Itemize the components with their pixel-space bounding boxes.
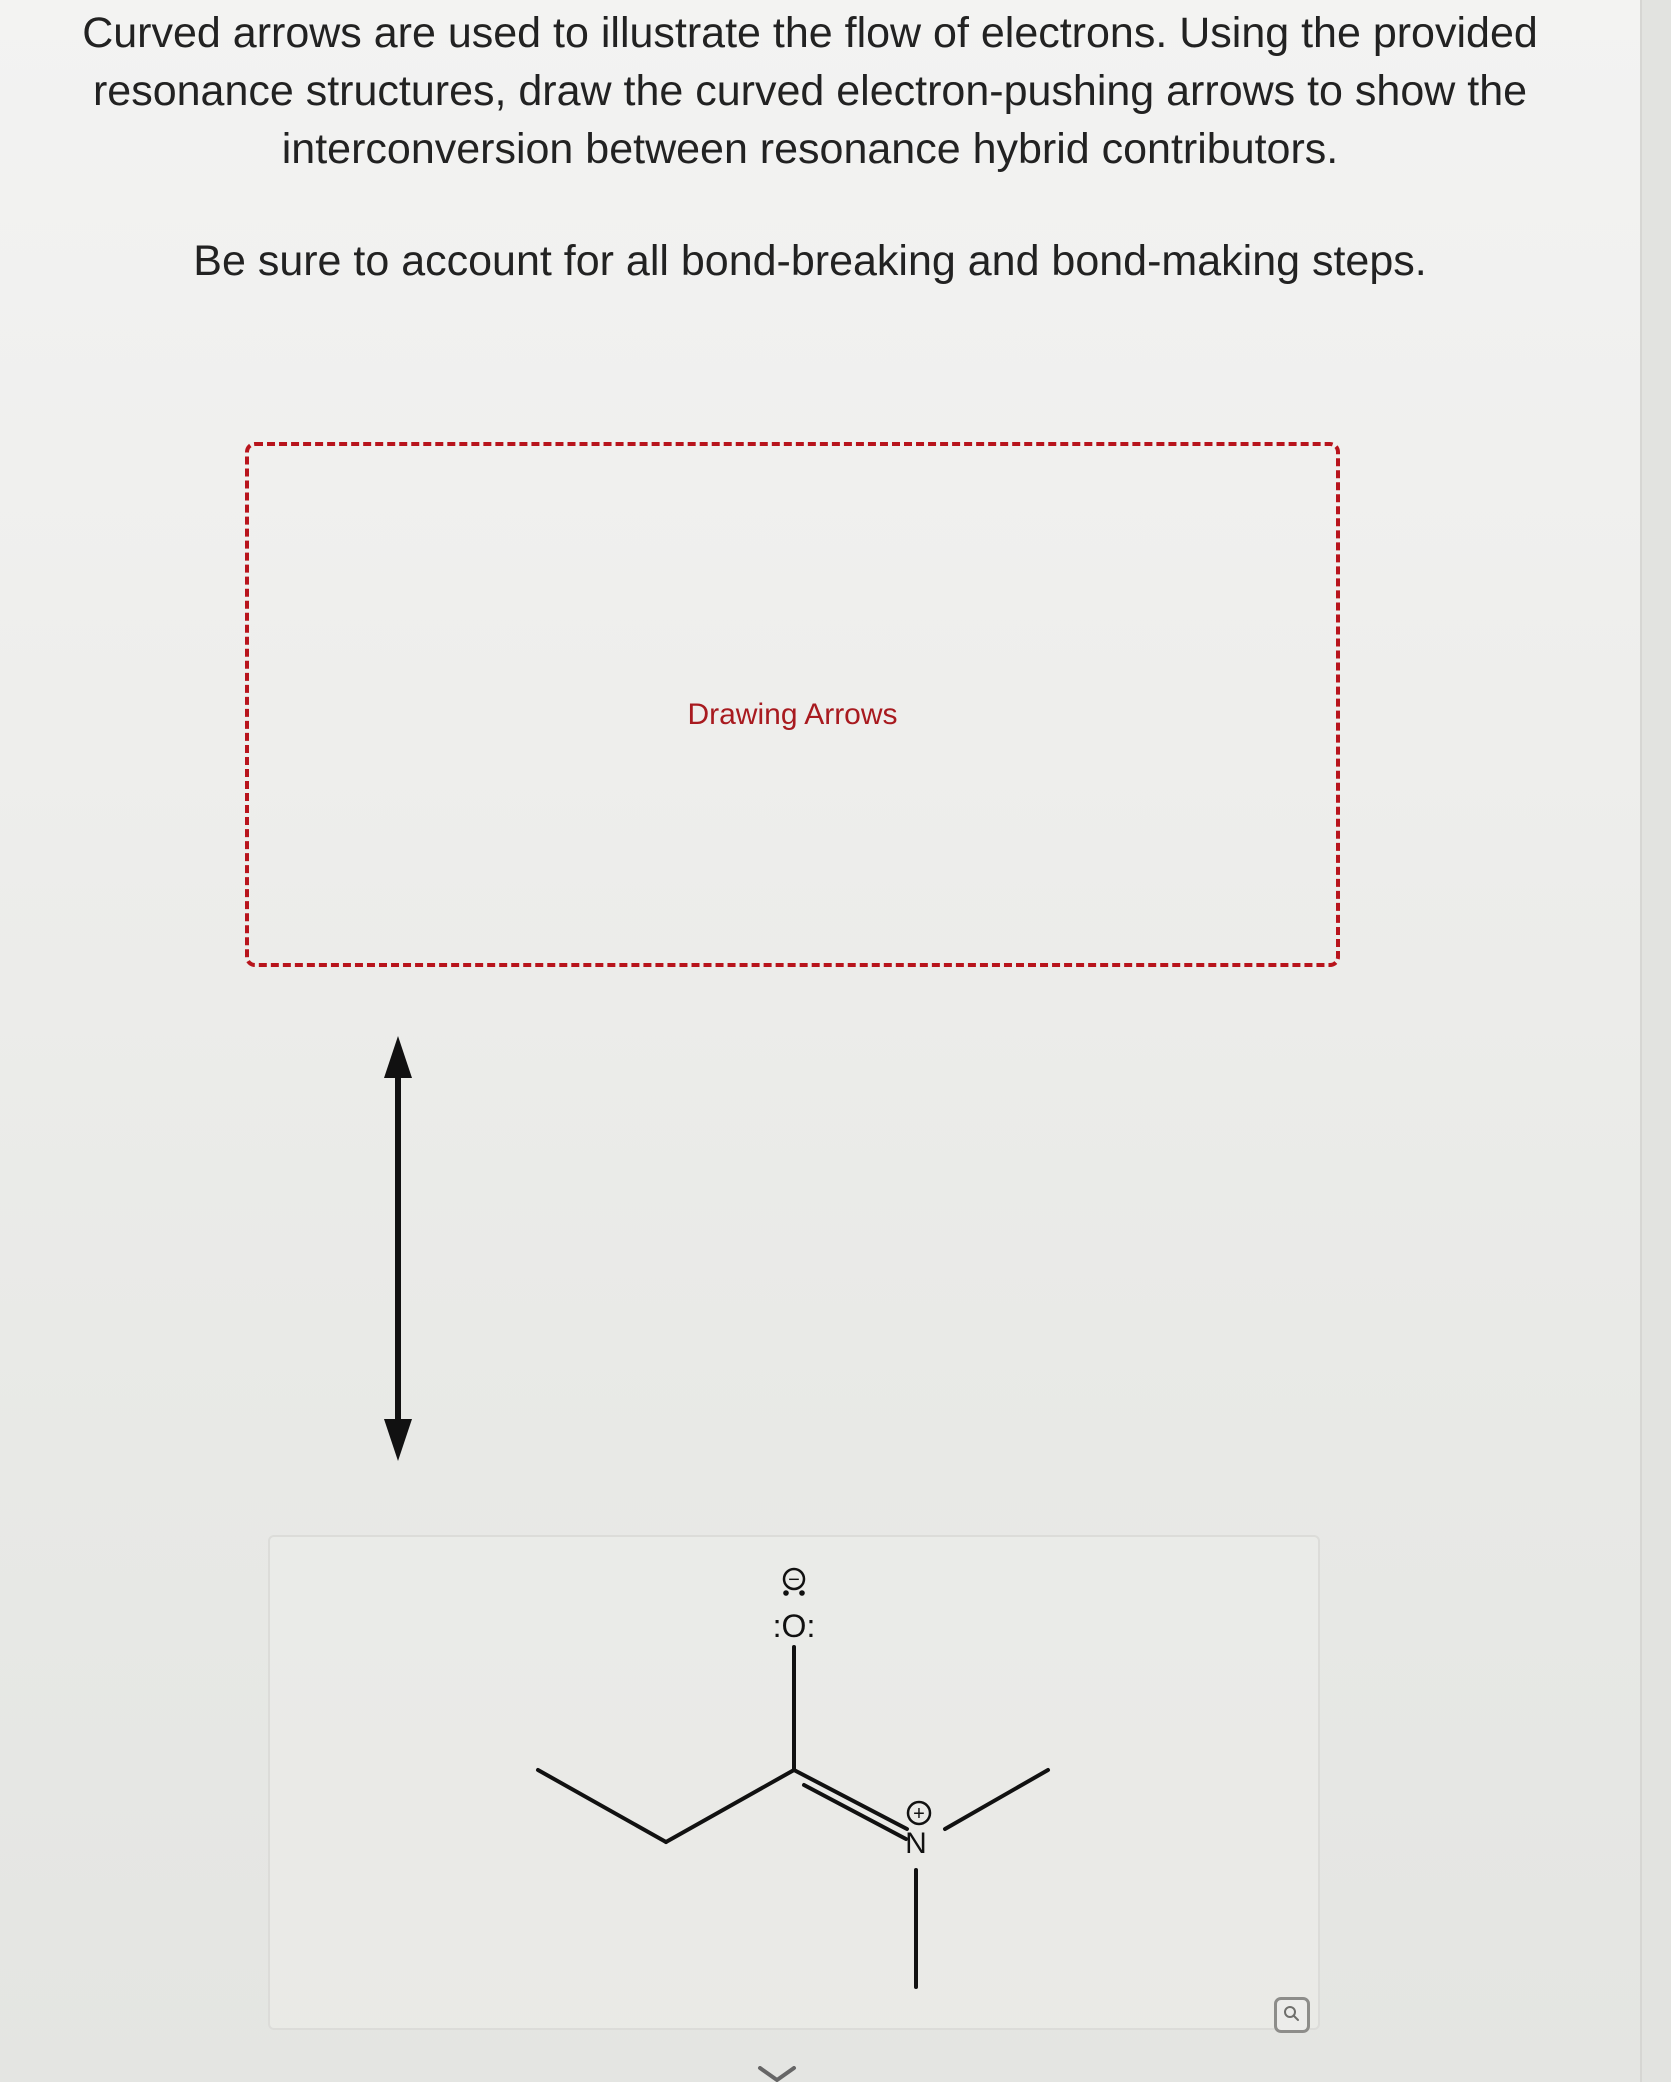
- chevron-down-icon[interactable]: [752, 2066, 802, 2082]
- zoom-button[interactable]: [1274, 1997, 1310, 2033]
- magnifier-icon: [1277, 2000, 1307, 2030]
- question-line-3: interconversion between resonance hybrid contributors.: [281, 125, 1339, 173]
- resonance-arrow-icon: [370, 1036, 426, 1461]
- bond-c-n-double-b: [804, 1785, 906, 1839]
- bond-n-methyl-right: [945, 1770, 1048, 1829]
- bond-ethyl-2: [666, 1770, 794, 1842]
- molecule-structure: [270, 1537, 1322, 2032]
- oxygen-lone-pair-top-left: [783, 1590, 789, 1596]
- nitrogen-atom-label: N: [905, 1827, 927, 1860]
- oxygen-lone-pair-top-right: [799, 1590, 805, 1596]
- bond-c-n-double-a: [794, 1770, 907, 1829]
- nitrogen-charge-sign: +: [913, 1803, 925, 1825]
- resonance-structure-panel[interactable]: [268, 1535, 1320, 2030]
- question-text: [30, 4, 1590, 178]
- question-line-2: resonance structures, draw the curved electron-pushing arrows to show the: [92, 67, 1528, 115]
- oxygen-atom-label: :O:: [772, 1608, 816, 1644]
- bond-ethyl-1: [538, 1770, 666, 1842]
- instruction-text: Be sure to account for all bond-breaking and bond-making steps.: [193, 237, 1427, 285]
- drawing-area-label: Drawing Arrows: [687, 698, 898, 731]
- oxygen-charge-sign: −: [788, 1569, 800, 1591]
- question-line-1: Curved arrows are used to illustrate the flow of electrons. Using the provided: [82, 9, 1538, 57]
- page-gutter: [1642, 0, 1671, 2082]
- arrow-drawing-area[interactable]: [245, 442, 1340, 967]
